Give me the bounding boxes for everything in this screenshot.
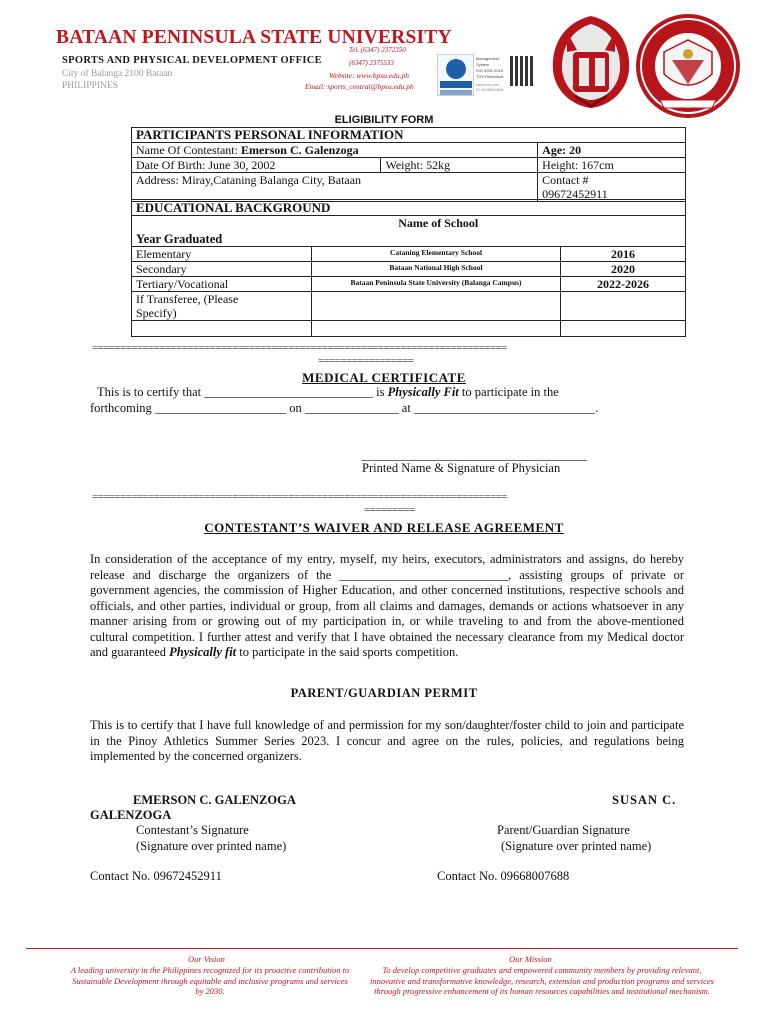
contestant-signature-label: Contestant’s Signature [136, 823, 249, 837]
form-title: ELIGIBILITY FORM [334, 114, 434, 126]
contestant-printed-name-2: GALENZOGA [90, 808, 172, 822]
vision-text: A leading university in the Philippines recognized for its proactive contribution to Sustainable Development through equitable and inclusive programs and services by 2030. [70, 965, 350, 996]
parent-contact: Contact No. 09668007688 [437, 869, 570, 883]
university-seal-logo [634, 12, 742, 120]
waiver-text: In consideration of the acceptance of my entry, myself, my heirs, executors, administrators and assigns, do hereby release and discharge the organizers of the ___________________________, assisting groups of private or government agencies, the commission of Higher Education, and other concerned institutions, respective schools and officials, and other parties, individual or group, from all claims and damages, demands or actions whatsoever in any manner arising from or growing out of my participation in, or while traveling to and from the above-mentioned cultural competition. I further attest and verify that I have obtained the necessary clearance from my Medical doctor and guaranteed Physically fit to participate in the said sports competition. [90, 552, 684, 659]
dob-cell: Date Of Birth: June 30, 2002 [132, 158, 381, 173]
contestant-contact: Contact No. 09672452911 [90, 869, 222, 883]
qr-code-icon [510, 56, 534, 86]
age-cell: Age: 20 [538, 143, 686, 158]
separator-line: ================= [318, 355, 414, 367]
separator-line: ========= [364, 504, 415, 516]
year-graduated-header: Year Graduated [132, 216, 312, 247]
contestant-name-cell: Name Of Contestant: Emerson C. Galenzoga [132, 143, 538, 158]
sports-office-logo [545, 12, 638, 110]
contestant-printed-name: EMERSON C. GALENZOGA [133, 793, 296, 807]
website: Website: www.bpsu.edu.ph [329, 71, 409, 80]
address-line-2: PHILIPPINES [62, 81, 118, 91]
mission-title: Our Mission [509, 954, 552, 964]
personal-info-table [131, 127, 686, 202]
university-title: BATAAN PENINSULA STATE UNIVERSITY [56, 27, 452, 48]
address-line-1: City of Balanga 2100 Bataan [62, 69, 173, 79]
mission-text: To develop competitive graduates and empowered community members by providing relevant, innovative and transformative knowledge, research, extension and production programs and services through progressive enhancement of its human resources capabilities and institutional mechanism. [370, 965, 714, 996]
telephone-1: Tel. (6347) 2372350 [349, 46, 406, 54]
personal-info-heading: PARTICIPANTS PERSONAL INFORMATION [132, 128, 686, 143]
qr-note: www.tuv.com ID 9108652898 [476, 82, 504, 92]
certification-badge-icon [437, 54, 474, 96]
address-cell: Address: Miray,Cataning Balanga City, Bataan [132, 173, 538, 202]
waiver-title: CONTESTANT’S WAIVER AND RELEASE AGREEMENT [204, 520, 564, 535]
telephone-2: (6347) 2375533 [349, 59, 394, 67]
certification-badge-label: TÜV Rheinland [476, 74, 504, 79]
parent-printed-name: SUSAN C. [612, 793, 677, 807]
education-row-transferee: If Transferee, (Please Specify) [132, 292, 686, 321]
contact-cell: Contact # 09672452911 [538, 173, 686, 202]
education-heading: EDUCATIONAL BACKGROUND [132, 200, 686, 216]
medical-line-2: forthcoming _____________________ on _______________ at _____________________________. [90, 401, 599, 415]
education-row: Tertiary/Vocational Bataan Peninsula State University (Balanga Campus) 2022-2026 [132, 277, 686, 292]
vision-title: Our Vision [188, 954, 225, 964]
education-row: Secondary Bataan National High School 2020 [132, 262, 686, 277]
contestant-name: Emerson C. Galenzoga [240, 143, 359, 157]
footer-divider [26, 948, 738, 949]
height-cell: Height: 167cm [538, 158, 686, 173]
education-row: Elementary Cataning Elementary School 2016 [132, 247, 686, 262]
separator-line: ========================================================================== [92, 342, 507, 354]
weight-cell: Weight: 52kg [381, 158, 538, 173]
parent-permit-title: PARENT/GUARDIAN PERMIT [290, 686, 478, 700]
medical-certificate-title: MEDICAL CERTIFICATE [302, 370, 466, 385]
medical-line-1: This is to certify that ___________________________ is Physically Fit to participate in the [97, 385, 559, 399]
parent-permit-text: This is to certify that I have full knowledge of and permission for my son/daughter/foster child to join and participate in the Pinoy Athletics Summer Series 2023. I concur and agree on the rules, policies, and regulations being implemented by the concerned organizers. [90, 718, 684, 763]
email: Email: sports_central@bpsu.edu.ph [305, 82, 414, 91]
separator-line: ========================================================================== [92, 491, 507, 503]
parent-signature-sub: (Signature over printed name) [501, 839, 652, 853]
parent-signature-label: Parent/Guardian Signature [497, 823, 630, 837]
certification-text: Management System ISO 9001:2015 TÜV Rheinland [476, 56, 504, 79]
physician-signature-line: ____________________________________ [362, 448, 587, 462]
school-name-header: Name of School [312, 216, 686, 247]
office-name: SPORTS AND PHYSICAL DEVELOPMENT OFFICE [62, 55, 322, 66]
physician-signature-label: Printed Name & Signature of Physician [362, 461, 561, 475]
contestant-signature-sub: (Signature over printed name) [136, 839, 287, 853]
education-table [131, 199, 686, 337]
